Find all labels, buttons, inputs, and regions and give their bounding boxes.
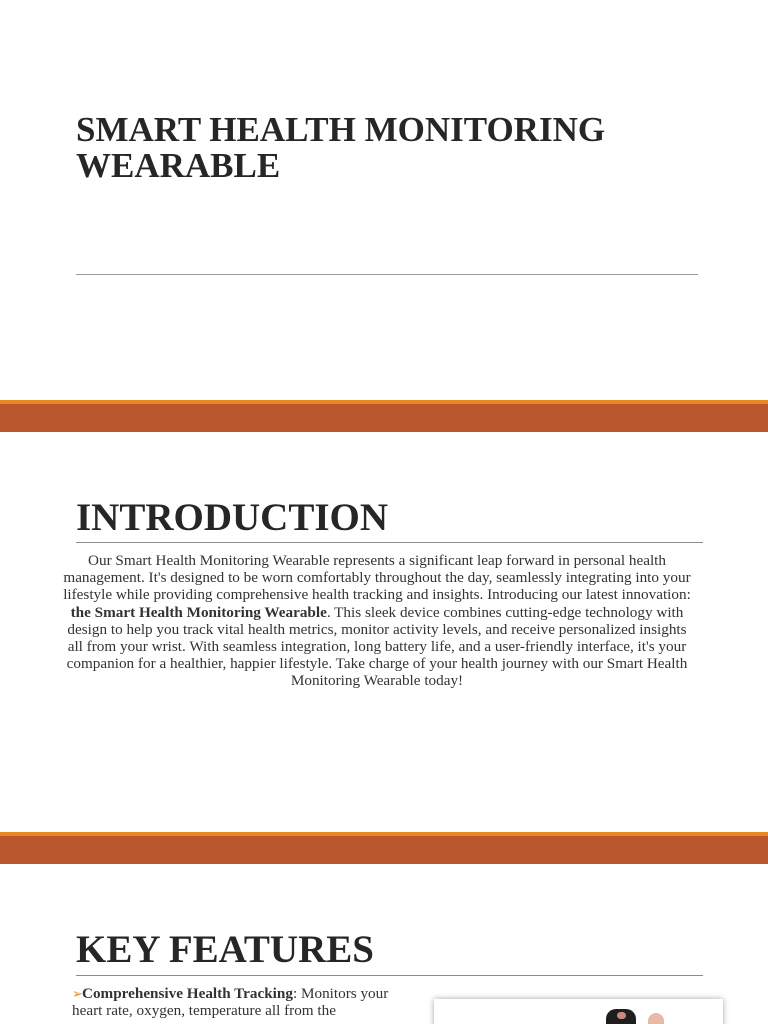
title-slide: [0, 0, 768, 400]
sensor-dot-shape: [617, 1012, 626, 1019]
feature-list: [72, 985, 412, 1019]
presentation-title: SMART HEALTH MONITORING WEARABLE: [76, 110, 606, 185]
introduction-heading: INTRODUCTION: [76, 496, 389, 539]
list-item: [72, 985, 412, 1019]
intro-text-end: . This sleek device combines cutting-edge technology with design to help you track vital health metrics, monitor activity levels, and receive personalized insights all from your wrist. With seamless integration, long battery life, and a user-friendly interface, it's your companion for a healthier, happier lifestyle. Take charge of your health journey with our Smart Health Monitoring Wearable today!: [66, 603, 688, 690]
feature-description: : Monitors your heart rate, oxygen, temperature all from the: [72, 985, 389, 1019]
finger-shape: [648, 1013, 664, 1024]
key-features-heading: KEY FEATURES: [76, 928, 374, 971]
introduction-paragraph: [60, 552, 694, 690]
arrow-bullet-icon: ➢: [72, 986, 83, 1001]
introduction-slide: [0, 432, 768, 832]
introduction-divider: [76, 542, 703, 543]
slide-separator-band: [0, 832, 768, 864]
slide-separator-band: [0, 400, 768, 432]
feature-label: Comprehensive Health Tracking: [82, 985, 293, 1002]
key-features-divider: [76, 975, 703, 976]
intro-text-start: Our Smart Health Monitoring Wearable represents a significant leap forward in personal health management. It's designed to be worn comfortably throughout the day, seamlessly integrating into your lifestyle while providing comprehensive health tracking and insights. Introducing our latest innovation:: [63, 552, 691, 604]
intro-text-bold: the Smart Health Monitoring Wearable: [70, 603, 327, 621]
wearable-device-image: [434, 999, 723, 1024]
title-divider: [76, 274, 698, 275]
key-features-slide: [0, 864, 768, 1024]
